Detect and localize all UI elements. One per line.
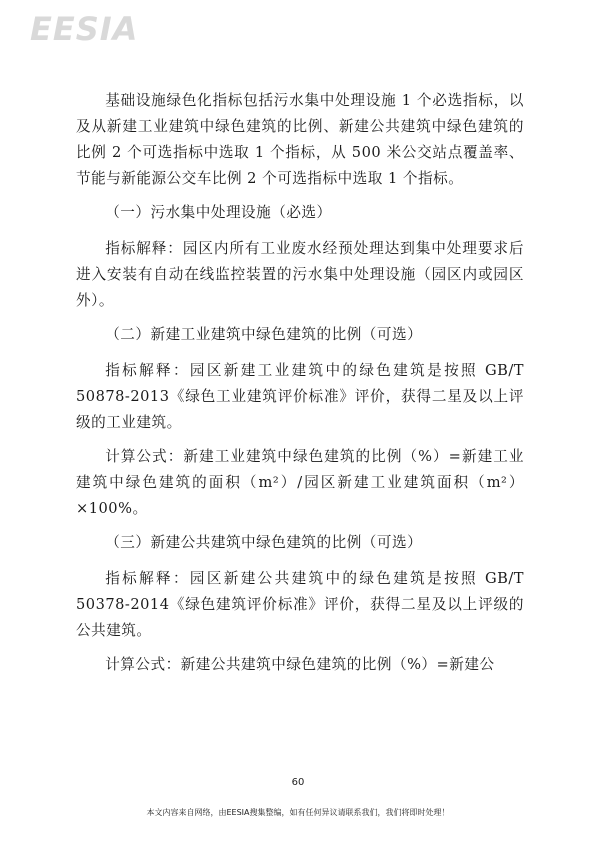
page-number: 60 bbox=[291, 777, 305, 788]
footer-disclaimer: 本文内容来自网络，由EESIA搜集整编，如有任何异议请联系我们，我们将即时处理！ bbox=[146, 808, 450, 817]
section-heading-3: （三）新建公共建筑中绿色建筑的比例（可选） bbox=[105, 534, 423, 551]
section-heading-2: （二）新建工业建筑中绿色建筑的比例（可选） bbox=[105, 326, 423, 343]
document-body bbox=[76, 88, 524, 686]
paragraph-formula-2: 计算公式：新建工业建筑中绿色建筑的比例（%）=新建工业建筑中绿色建筑的面积（m²）/园区新建工业建筑面积（m²）×100%。 bbox=[76, 448, 524, 517]
paragraph-formula-3: 计算公式：新建公共建筑中绿色建筑的比例（%）=新建公 bbox=[105, 656, 495, 673]
section-heading-1: （一）污水集中处理设施（必选） bbox=[105, 204, 332, 221]
paragraph-explanation-3: 指标解释：园区新建公共建筑中的绿色建筑是按照 GB/T 50378-2014《绿色建筑评价标准》评价，获得二星及以上评级的公共建筑。 bbox=[76, 570, 524, 639]
paragraph-explanation-1: 指标解释：园区内所有工业废水经预处理达到集中处理要求后进入安装有自动在线监控装置的污水集中处理设施（园区内或园区外）。 bbox=[76, 240, 524, 309]
eesia-logo: EESIA bbox=[30, 10, 139, 48]
paragraph-explanation-2: 指标解释：园区新建工业建筑中的绿色建筑是按照 GB/T 50878-2013《绿色工业建筑评价标准》评价，获得二星及以上评级的工业建筑。 bbox=[76, 362, 524, 431]
paragraph-intro: 基础设施绿色化指标包括污水集中处理设施 1 个必选指标，以及从新建工业建筑中绿色建筑的比例、新建公共建筑中绿色建筑的比例 2 个可选指标中选取 1 个指标，从 500 米公交站点覆盖率、节能与新能源公交车比例 2 个可选指标中选取 1 个指标。 bbox=[76, 92, 524, 187]
